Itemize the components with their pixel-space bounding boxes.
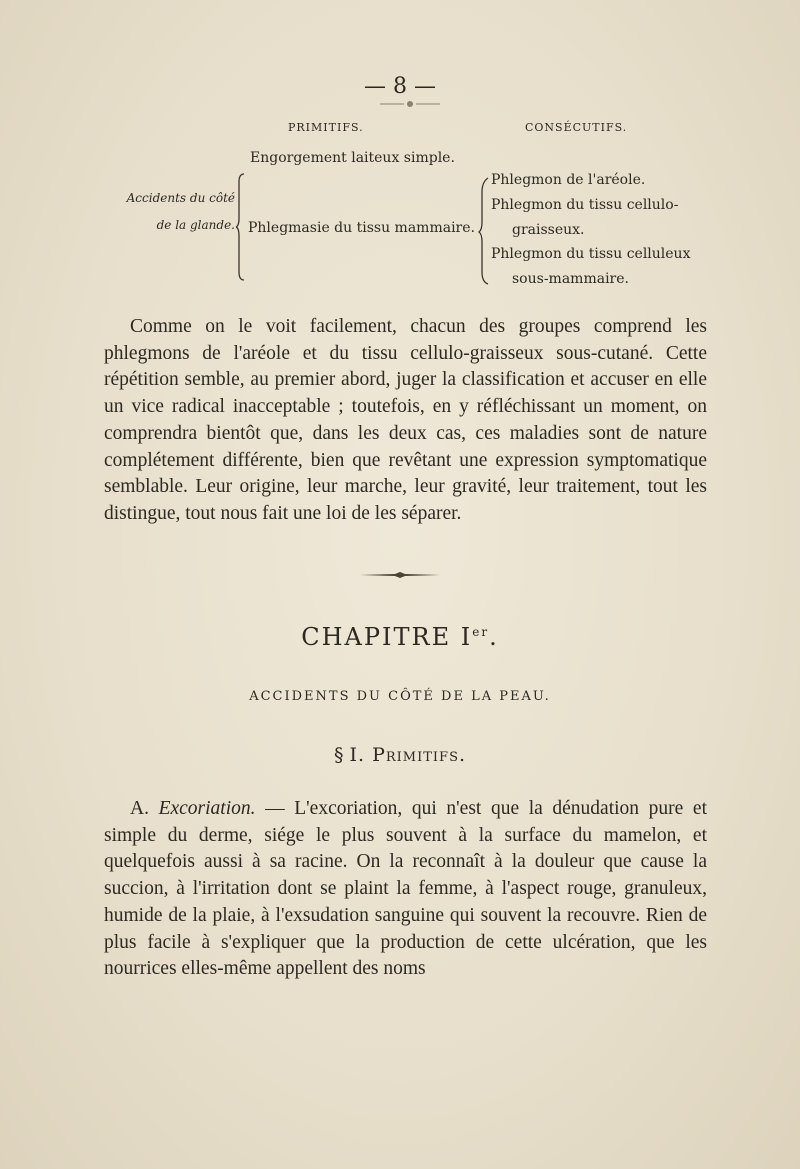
left-brace-icon bbox=[236, 172, 246, 282]
consecutif-item-3-cont: sous-mammaire. bbox=[512, 271, 629, 287]
section-heading: ACCIDENTS DU CÔTÉ DE LA PEAU. bbox=[249, 689, 551, 704]
paragraph-2 bbox=[104, 796, 707, 983]
primitif-item-1: Engorgement laiteux simple. bbox=[250, 150, 455, 166]
primitif-item-2: Phlegmasie du tissu mammaire. bbox=[248, 220, 475, 236]
section-symbol: § bbox=[333, 744, 344, 766]
consecutif-item-2: Phlegmon du tissu cellulo- bbox=[491, 197, 679, 213]
column-header-primitifs: PRIMITIFS. bbox=[288, 121, 364, 134]
side-label-line2: de la glande. bbox=[156, 218, 235, 232]
consecutif-item-1: Phlegmon de l'aréole. bbox=[491, 172, 646, 188]
paragraph-2-body: — L'excoriation, qui n'est que la dénudation pure et simple du derme, siége le plus souvent à la surface du mamelon, et quelquefois aussi à sa racine. On la reconnaît à la douleur que cause la succion, à l'irritation dont se plaint la femme, à l'aspect rouge, granuleux, humide de la plaie, à l'exsudation sanguine qui souvent la recouvre. Rien de plus facile à s'expliquer que la production de cette ulcération, que les nourrices elles-même appellent des noms bbox=[104, 798, 707, 980]
chapter-title: CHAPITRE I bbox=[301, 623, 473, 651]
consecutif-item-3: Phlegmon du tissu celluleux bbox=[491, 246, 691, 262]
paragraph-excoriation bbox=[104, 796, 707, 983]
page-number: — 8 — bbox=[364, 74, 436, 99]
paragraph-2-lead: A. bbox=[130, 798, 159, 819]
ornament-icon bbox=[380, 99, 440, 109]
side-label-line1: Accidents du côté bbox=[126, 191, 235, 205]
consecutif-item-2-cont: graisseux. bbox=[512, 222, 585, 238]
column-header-consecutifs: CONSÉCUTIFS. bbox=[525, 121, 628, 134]
right-brace-icon bbox=[478, 176, 490, 286]
chapter-period: . bbox=[489, 623, 499, 651]
paragraph-1-text: Comme on le voit facilement, chacun des groupes comprend les phlegmons de l'aréole et du tissu cellulo-graisseux sous-cutané. Cette répétition semble, au premier abord, juger la classification et accuser en elle un vice radical inacceptable ; toutefois, en y réfléchissant un moment, on comprendra bientôt que, dans les deux cas, ces maladies sont de nature complétement différente, bien que revêtant une expression symptomatique semblable. Leur origine, leur marche, leur gravité, leur traitement, tout les distingue, tout nous fait une loi de les séparer. bbox=[104, 316, 707, 524]
divider-ornament-icon bbox=[355, 569, 445, 581]
chapter-heading bbox=[0, 623, 800, 651]
paragraph-2-term: Excoriation. bbox=[158, 798, 256, 819]
subsection-heading bbox=[0, 744, 800, 766]
chapter-superscript: er bbox=[472, 625, 490, 639]
paragraph-classification bbox=[104, 314, 707, 528]
subsection-title: I. Primitifs. bbox=[349, 744, 467, 766]
